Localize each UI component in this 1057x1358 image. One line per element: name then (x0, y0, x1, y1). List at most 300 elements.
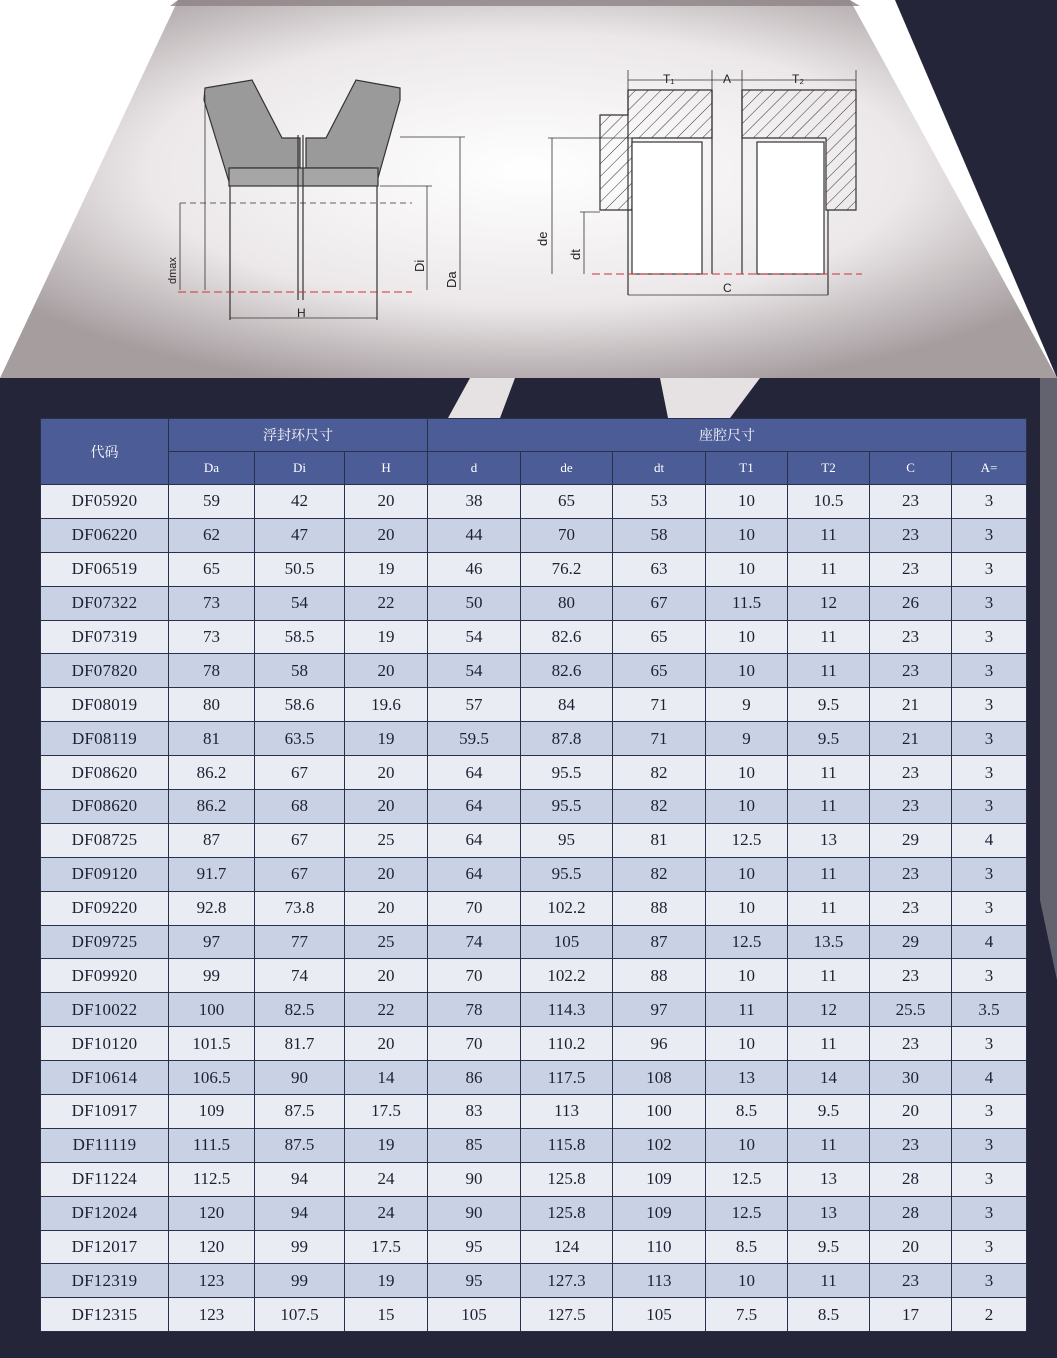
table-cell: 10 (706, 620, 788, 654)
part-code-cell: DF08620 (41, 756, 169, 790)
label-h: H (297, 306, 306, 320)
seal-ring-section (178, 80, 465, 320)
table-cell: 23 (870, 756, 952, 790)
table-cell: 86.2 (169, 756, 255, 790)
table-cell: 3 (952, 552, 1027, 586)
table-cell: 42 (255, 485, 345, 519)
part-code-cell: DF10022 (41, 993, 169, 1027)
table-cell: 20 (345, 654, 428, 688)
table-cell: 28 (870, 1196, 952, 1230)
part-code-cell: DF12315 (41, 1298, 169, 1332)
table-cell: 78 (428, 993, 521, 1027)
part-code-cell: DF12319 (41, 1264, 169, 1298)
table-cell: 3 (952, 1162, 1027, 1196)
table-cell: 10 (706, 518, 788, 552)
table-cell: 111.5 (169, 1128, 255, 1162)
table-cell: 22 (345, 993, 428, 1027)
table-cell: 4 (952, 925, 1027, 959)
table-cell: 20 (345, 790, 428, 824)
part-code-cell: DF09725 (41, 925, 169, 959)
table-cell: 105 (521, 925, 613, 959)
table-cell: 71 (613, 688, 706, 722)
table-cell: 65 (613, 620, 706, 654)
table-cell: 23 (870, 959, 952, 993)
table-cell: 19 (345, 552, 428, 586)
table-cell: 44 (428, 518, 521, 552)
table-cell: 67 (255, 823, 345, 857)
table-cell: 127.5 (521, 1298, 613, 1332)
table-cell: 20 (870, 1230, 952, 1264)
table-cell: 95.5 (521, 756, 613, 790)
table-cell: 3 (952, 891, 1027, 925)
part-code-cell: DF07319 (41, 620, 169, 654)
table-cell: 20 (345, 1027, 428, 1061)
table-cell: 10 (706, 552, 788, 586)
table-cell: 12.5 (706, 823, 788, 857)
table-cell: 10 (706, 654, 788, 688)
table-cell: 13 (788, 1162, 870, 1196)
label-t2: T₂ (792, 72, 804, 86)
column-header: de (521, 452, 613, 485)
table-cell: 20 (345, 857, 428, 891)
table-cell: 29 (870, 925, 952, 959)
table-cell: 3 (952, 756, 1027, 790)
table-cell: 99 (255, 1264, 345, 1298)
table-row (41, 959, 1027, 993)
table-cell: 64 (428, 857, 521, 891)
table-cell: 10 (706, 959, 788, 993)
table-cell: 82 (613, 790, 706, 824)
part-code-cell: DF10120 (41, 1027, 169, 1061)
table-row (41, 1095, 1027, 1129)
table-row (41, 1264, 1027, 1298)
table-row (41, 857, 1027, 891)
table-cell: 12.5 (706, 1162, 788, 1196)
table-cell: 76.2 (521, 552, 613, 586)
table-row (41, 654, 1027, 688)
table-cell: 81 (613, 823, 706, 857)
table-cell: 10.5 (788, 485, 870, 519)
label-t1: T₁ (663, 72, 675, 86)
table-cell: 23 (870, 485, 952, 519)
table-cell: 88 (613, 959, 706, 993)
table-cell: 87.8 (521, 722, 613, 756)
table-cell: 11 (788, 790, 870, 824)
part-code-cell: DF05920 (41, 485, 169, 519)
table-cell: 102.2 (521, 959, 613, 993)
table-cell: 24 (345, 1196, 428, 1230)
table-cell: 3 (952, 959, 1027, 993)
table-cell: 3.5 (952, 993, 1027, 1027)
table-cell: 90 (255, 1061, 345, 1095)
table-cell: 19 (345, 722, 428, 756)
table-cell: 12.5 (706, 925, 788, 959)
table-cell: 11 (788, 518, 870, 552)
table-cell: 97 (169, 925, 255, 959)
table-cell: 20 (345, 485, 428, 519)
table-cell: 25 (345, 823, 428, 857)
table-cell: 3 (952, 586, 1027, 620)
table-cell: 12.5 (706, 1196, 788, 1230)
column-header: Di (255, 452, 345, 485)
table-cell: 109 (613, 1162, 706, 1196)
table-cell: 23 (870, 1027, 952, 1061)
table-cell: 23 (870, 1128, 952, 1162)
table-cell: 102 (613, 1128, 706, 1162)
table-cell: 109 (613, 1196, 706, 1230)
table-cell: 65 (521, 485, 613, 519)
table-cell: 15 (345, 1298, 428, 1332)
table-cell: 50 (428, 586, 521, 620)
table-cell: 70 (428, 1027, 521, 1061)
part-code-cell: DF12024 (41, 1196, 169, 1230)
table-cell: 102.2 (521, 891, 613, 925)
table-cell: 92.8 (169, 891, 255, 925)
table-cell: 3 (952, 654, 1027, 688)
table-cell: 47 (255, 518, 345, 552)
table-cell: 64 (428, 756, 521, 790)
label-dmax: dmax (167, 257, 179, 284)
table-cell: 23 (870, 654, 952, 688)
table-cell: 108 (613, 1061, 706, 1095)
table-row (41, 586, 1027, 620)
table-cell: 3 (952, 1196, 1027, 1230)
table-cell: 120 (169, 1230, 255, 1264)
table-cell: 13 (706, 1061, 788, 1095)
table-cell: 19 (345, 620, 428, 654)
column-header: A= (952, 452, 1027, 485)
table-cell: 10 (706, 1128, 788, 1162)
table-cell: 87.5 (255, 1128, 345, 1162)
table-row (41, 722, 1027, 756)
table-cell: 110.2 (521, 1027, 613, 1061)
table-cell: 105 (428, 1298, 521, 1332)
table-cell: 19.6 (345, 688, 428, 722)
table-cell: 50.5 (255, 552, 345, 586)
part-code-cell: DF07820 (41, 654, 169, 688)
table-row (41, 1298, 1027, 1332)
table-cell: 64 (428, 823, 521, 857)
table-cell: 58.5 (255, 620, 345, 654)
table-cell: 81.7 (255, 1027, 345, 1061)
table-cell: 10 (706, 1264, 788, 1298)
label-dt: dt (568, 249, 583, 260)
table-row (41, 925, 1027, 959)
column-header: Da (169, 452, 255, 485)
table-cell: 91.7 (169, 857, 255, 891)
table-cell: 23 (870, 620, 952, 654)
table-cell: 81 (169, 722, 255, 756)
table-cell: 14 (345, 1061, 428, 1095)
table-row (41, 620, 1027, 654)
table-row (41, 756, 1027, 790)
table-cell: 11 (788, 1128, 870, 1162)
part-code-cell: DF10917 (41, 1095, 169, 1129)
table-cell: 11 (788, 959, 870, 993)
table-cell: 106.5 (169, 1061, 255, 1095)
table-cell: 87 (613, 925, 706, 959)
table-cell: 11 (788, 891, 870, 925)
table-cell: 54 (428, 654, 521, 688)
table-cell: 95.5 (521, 857, 613, 891)
table-row (41, 1128, 1027, 1162)
table-cell: 82.5 (255, 993, 345, 1027)
table-cell: 62 (169, 518, 255, 552)
column-header: T1 (706, 452, 788, 485)
table-cell: 23 (870, 518, 952, 552)
table-cell: 95 (428, 1230, 521, 1264)
table-cell: 115.8 (521, 1128, 613, 1162)
table-cell: 17 (870, 1298, 952, 1332)
table-cell: 8.5 (706, 1095, 788, 1129)
table-cell: 99 (169, 959, 255, 993)
table-cell: 87.5 (255, 1095, 345, 1129)
table-row (41, 688, 1027, 722)
table-cell: 82.6 (521, 654, 613, 688)
table-cell: 84 (521, 688, 613, 722)
table-cell: 10 (706, 485, 788, 519)
part-code-cell: DF11119 (41, 1128, 169, 1162)
table-cell: 17.5 (345, 1230, 428, 1264)
table-cell: 20 (870, 1095, 952, 1129)
table-cell: 94 (255, 1162, 345, 1196)
table-cell: 80 (521, 586, 613, 620)
table-cell: 4 (952, 1061, 1027, 1095)
table-cell: 11 (788, 1264, 870, 1298)
table-cell: 11 (788, 1027, 870, 1061)
table-cell: 9.5 (788, 1230, 870, 1264)
table-cell: 9.5 (788, 722, 870, 756)
table-row (41, 1162, 1027, 1196)
table-row (41, 1230, 1027, 1264)
table-cell: 23 (870, 857, 952, 891)
table-cell: 54 (255, 586, 345, 620)
part-code-cell: DF09920 (41, 959, 169, 993)
table-cell: 123 (169, 1298, 255, 1332)
table-cell: 82 (613, 857, 706, 891)
table-cell: 19 (345, 1128, 428, 1162)
table-cell: 28 (870, 1162, 952, 1196)
table-cell: 2 (952, 1298, 1027, 1332)
table-cell: 38 (428, 485, 521, 519)
table-cell: 3 (952, 518, 1027, 552)
table-cell: 83 (428, 1095, 521, 1129)
label-di: Di (412, 259, 427, 272)
table-row (41, 993, 1027, 1027)
header-code: 代码 (41, 419, 169, 485)
table-cell: 10 (706, 1027, 788, 1061)
table-cell: 3 (952, 1230, 1027, 1264)
column-header: d (428, 452, 521, 485)
table-cell: 29 (870, 823, 952, 857)
table-cell: 20 (345, 756, 428, 790)
table-cell: 23 (870, 1264, 952, 1298)
table-cell: 24 (345, 1162, 428, 1196)
column-header: H (345, 452, 428, 485)
table-cell: 120 (169, 1196, 255, 1230)
table-cell: 10 (706, 857, 788, 891)
column-header: dt (613, 452, 706, 485)
table-cell: 95 (521, 823, 613, 857)
table-cell: 125.8 (521, 1196, 613, 1230)
table-cell: 23 (870, 790, 952, 824)
table-cell: 11 (788, 756, 870, 790)
table-row (41, 1061, 1027, 1095)
table-cell: 67 (613, 586, 706, 620)
table-cell: 30 (870, 1061, 952, 1095)
table-cell: 8.5 (706, 1230, 788, 1264)
table-cell: 9 (706, 722, 788, 756)
table-cell: 97 (613, 993, 706, 1027)
table-cell: 21 (870, 722, 952, 756)
table-cell: 85 (428, 1128, 521, 1162)
table-cell: 3 (952, 485, 1027, 519)
table-cell: 82.6 (521, 620, 613, 654)
table-cell: 90 (428, 1162, 521, 1196)
table-cell: 21 (870, 688, 952, 722)
table-cell: 105 (613, 1298, 706, 1332)
column-header: C (870, 452, 952, 485)
table-cell: 9 (706, 688, 788, 722)
table-cell: 23 (870, 552, 952, 586)
table-cell: 11 (788, 552, 870, 586)
table-cell: 70 (521, 518, 613, 552)
table-cell: 74 (428, 925, 521, 959)
table-cell: 94 (255, 1196, 345, 1230)
part-code-cell: DF09220 (41, 891, 169, 925)
table-cell: 11 (788, 620, 870, 654)
label-da: Da (444, 271, 459, 288)
table-cell: 54 (428, 620, 521, 654)
table-cell: 74 (255, 959, 345, 993)
label-a: A (723, 72, 732, 86)
table-cell: 4 (952, 823, 1027, 857)
table-cell: 13 (788, 1196, 870, 1230)
table-cell: 95.5 (521, 790, 613, 824)
table-cell: 23 (870, 891, 952, 925)
table-row (41, 891, 1027, 925)
part-code-cell: DF12017 (41, 1230, 169, 1264)
table-cell: 123 (169, 1264, 255, 1298)
table-cell: 9.5 (788, 688, 870, 722)
table-cell: 3 (952, 1264, 1027, 1298)
table-cell: 57 (428, 688, 521, 722)
table-row (41, 823, 1027, 857)
table-cell: 11 (788, 857, 870, 891)
table-cell: 63 (613, 552, 706, 586)
part-code-cell: DF08620 (41, 790, 169, 824)
table-cell: 8.5 (788, 1298, 870, 1332)
table-cell: 58 (255, 654, 345, 688)
table-cell: 117.5 (521, 1061, 613, 1095)
table-cell: 64 (428, 790, 521, 824)
table-cell: 25 (345, 925, 428, 959)
table-cell: 10 (706, 756, 788, 790)
table-cell: 10 (706, 790, 788, 824)
table-cell: 73.8 (255, 891, 345, 925)
table-cell: 3 (952, 1128, 1027, 1162)
table-row (41, 518, 1027, 552)
table-cell: 3 (952, 722, 1027, 756)
table-cell: 73 (169, 586, 255, 620)
table-cell: 82 (613, 756, 706, 790)
table-cell: 67 (255, 857, 345, 891)
table-cell: 3 (952, 688, 1027, 722)
table-cell: 107.5 (255, 1298, 345, 1332)
table-cell: 70 (428, 959, 521, 993)
table-row (41, 485, 1027, 519)
table-cell: 46 (428, 552, 521, 586)
table-cell: 127.3 (521, 1264, 613, 1298)
table-cell: 109 (169, 1095, 255, 1129)
table-cell: 22 (345, 586, 428, 620)
table-cell: 87 (169, 823, 255, 857)
table-cell: 67 (255, 756, 345, 790)
part-code-cell: DF07322 (41, 586, 169, 620)
table-cell: 13 (788, 823, 870, 857)
table-cell: 100 (169, 993, 255, 1027)
table-cell: 11.5 (706, 586, 788, 620)
table-cell: 11 (706, 993, 788, 1027)
table-cell: 114.3 (521, 993, 613, 1027)
table-cell: 20 (345, 959, 428, 993)
table-cell: 113 (613, 1264, 706, 1298)
seat-cavity-section (548, 70, 862, 295)
table-row (41, 1027, 1027, 1061)
table-cell: 26 (870, 586, 952, 620)
table-cell: 3 (952, 1027, 1027, 1061)
table-cell: 124 (521, 1230, 613, 1264)
table-cell: 59.5 (428, 722, 521, 756)
table-cell: 100 (613, 1095, 706, 1129)
table-cell: 88 (613, 891, 706, 925)
table-cell: 65 (169, 552, 255, 586)
table-cell: 99 (255, 1230, 345, 1264)
table-cell: 90 (428, 1196, 521, 1230)
table-cell: 11 (788, 654, 870, 688)
part-code-cell: DF10614 (41, 1061, 169, 1095)
table-cell: 9.5 (788, 1095, 870, 1129)
table-cell: 58 (613, 518, 706, 552)
table-cell: 86.2 (169, 790, 255, 824)
table-cell: 53 (613, 485, 706, 519)
table-cell: 3 (952, 857, 1027, 891)
table-cell: 113 (521, 1095, 613, 1129)
part-code-cell: DF08019 (41, 688, 169, 722)
table-cell: 17.5 (345, 1095, 428, 1129)
table-cell: 3 (952, 1095, 1027, 1129)
table-cell: 78 (169, 654, 255, 688)
table-cell: 110 (613, 1230, 706, 1264)
header-group-seal-ring: 浮封环尺寸 (169, 419, 428, 452)
table-cell: 58.6 (255, 688, 345, 722)
label-c: C (723, 281, 732, 295)
table-cell: 68 (255, 790, 345, 824)
table-row (41, 552, 1027, 586)
dimension-table (40, 418, 1027, 1332)
part-code-cell: DF11224 (41, 1162, 169, 1196)
table-cell: 125.8 (521, 1162, 613, 1196)
table-cell: 65 (613, 654, 706, 688)
table-cell: 71 (613, 722, 706, 756)
label-de: de (535, 231, 550, 246)
table-cell: 112.5 (169, 1162, 255, 1196)
part-code-cell: DF08725 (41, 823, 169, 857)
part-code-cell: DF09120 (41, 857, 169, 891)
table-cell: 63.5 (255, 722, 345, 756)
dimension-table-container (40, 418, 1026, 1332)
table-cell: 3 (952, 620, 1027, 654)
